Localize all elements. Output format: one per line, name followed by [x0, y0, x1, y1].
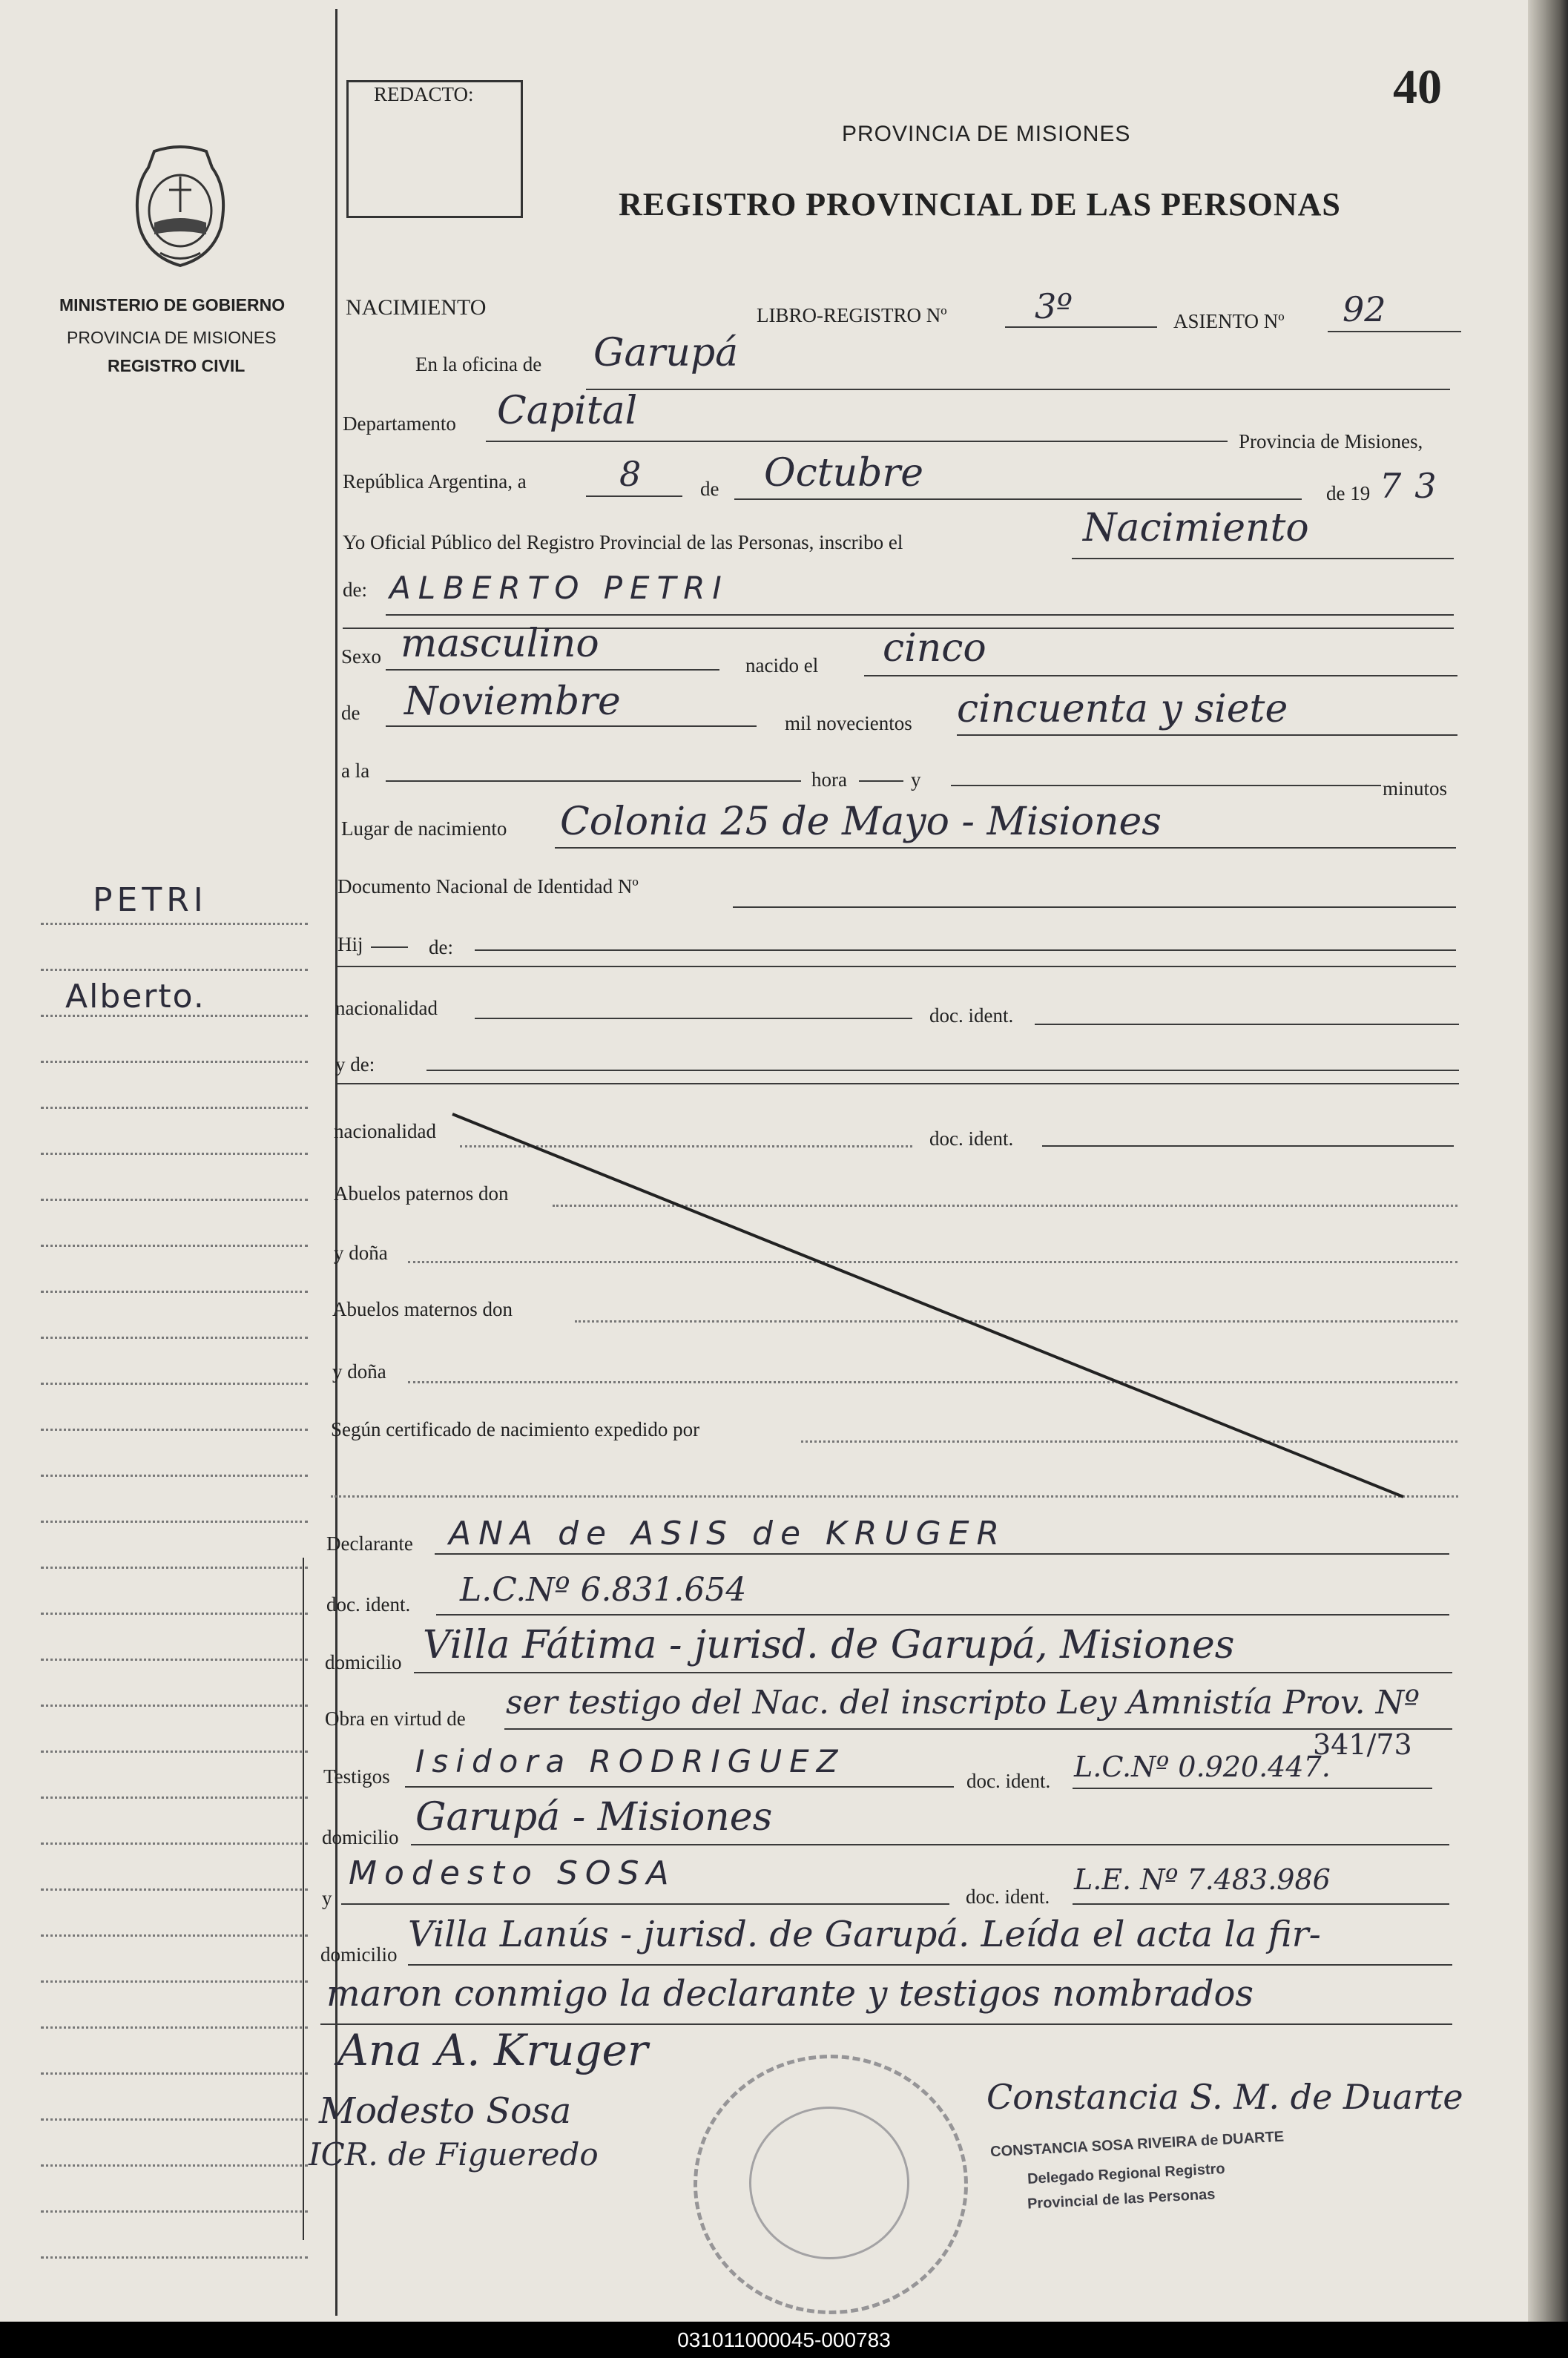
margin-dotted-line — [41, 1705, 308, 1707]
civil-registry-label: REGISTRO CIVIL — [108, 356, 246, 375]
label-minutos: minutos — [1383, 777, 1448, 800]
value-obra-num: 341/73 — [1313, 1728, 1412, 1761]
label-nacionalidad: nacionalidad — [335, 997, 438, 1019]
label-y-dona-paterna: y doña — [334, 1242, 388, 1264]
label-yo-oficial: Yo Oficial Público del Registro Provincial de las Personas, inscribo el — [343, 531, 903, 553]
label-republica: República Argentina, a — [343, 470, 527, 493]
page-number: 40 — [1393, 60, 1442, 114]
value-testigo1-domicilio: Garupá - Misiones — [415, 1795, 773, 1840]
label-doc-ident-padre: doc. ident. — [929, 1004, 1014, 1027]
margin-dotted-line — [41, 923, 308, 925]
label-abuelos-maternos: Abuelos maternos don — [332, 1298, 513, 1320]
label-de-mes: de — [700, 478, 719, 500]
value-departamento: Capital — [497, 389, 638, 433]
label-sexo: Sexo — [341, 645, 381, 668]
margin-dotted-line — [41, 1475, 308, 1477]
label-documento: Documento Nacional de Identidad Nº — [337, 875, 639, 898]
value-dia: 8 — [619, 454, 642, 494]
margin-dotted-line — [41, 1337, 308, 1339]
label-mil-novecientos: mil novecientos — [785, 712, 912, 734]
book-edge — [1528, 0, 1568, 2322]
label-doc-ident-testigo1: doc. ident. — [966, 1770, 1051, 1792]
value-nacido-anio: cincuenta y siete — [957, 687, 1288, 731]
value-testigo2-domicilio: Villa Lanús - jurisd. de Garupá. Leída el acta la fir- — [408, 1914, 1321, 1955]
signature-testigo2: Modesto Sosa — [319, 2090, 572, 2132]
province-label: PROVINCIA DE MISIONES — [67, 328, 277, 347]
margin-dotted-line — [41, 1934, 308, 1937]
value-anio: 73 — [1380, 466, 1450, 506]
body-left-rule — [303, 1558, 304, 2240]
label-nacionalidad-madre: nacionalidad — [334, 1120, 436, 1142]
margin-given-name: Alberto. — [65, 978, 205, 1015]
label-domicilio-testigo1: domicilio — [322, 1826, 399, 1848]
label-nacido-el: nacido el — [745, 654, 819, 676]
stamp-line2: Delegado Regional Registro — [1027, 2161, 1226, 2187]
document-id-footer: 031011000045-000783 — [0, 2322, 1568, 2358]
margin-dotted-line — [41, 1245, 308, 1247]
label-nacimiento: NACIMIENTO — [346, 295, 487, 320]
margin-dotted-line — [41, 2210, 308, 2213]
label-oficina: En la oficina de — [415, 353, 542, 375]
label-de-nombre: de: — [343, 579, 367, 601]
label-segun: Según certificado de nacimiento expedido por — [331, 1418, 700, 1440]
label-de-mes-nacido: de — [341, 702, 360, 724]
label-domicilio-declarante: domicilio — [325, 1651, 402, 1673]
value-testigo2-doc: L.E. Nº 7.483.986 — [1074, 1863, 1331, 1896]
margin-dotted-line — [41, 1888, 308, 1891]
margin-dotted-line — [41, 1751, 308, 1753]
margin-dotted-line — [41, 1797, 308, 1799]
margin-dotted-line — [41, 1061, 308, 1063]
label-de-padre: de: — [429, 936, 453, 958]
value-nacido-mes: Noviembre — [404, 679, 621, 724]
label-lugar: Lugar de nacimiento — [341, 817, 507, 840]
label-doc-ident-declarante: doc. ident. — [326, 1593, 411, 1616]
value-asiento: 92 — [1343, 289, 1386, 329]
value-declarante-doc: L.C.Nº 6.831.654 — [460, 1571, 747, 1609]
label-asiento: ASIENTO Nº — [1173, 310, 1285, 332]
value-testigo2: Modesto SOSA — [349, 1854, 676, 1892]
official-round-stamp-inner — [749, 2107, 909, 2259]
margin-dotted-line — [41, 2118, 308, 2121]
stamp-line3: Provincial de las Personas — [1027, 2186, 1216, 2213]
margin-dotted-line — [41, 1199, 308, 1201]
signature-declarante: Ana A. Kruger — [337, 2025, 648, 2075]
label-provincia-misiones: Provincia de Misiones, — [1239, 430, 1423, 452]
value-libro: 3º — [1035, 286, 1073, 326]
left-column-rule — [335, 9, 337, 2316]
label-a-la: a la — [341, 760, 370, 782]
margin-dotted-line — [41, 1153, 308, 1155]
value-obra: ser testigo del Nac. del inscripto Ley Amnistía Prov. Nº — [506, 1684, 1420, 1722]
ministry-label: MINISTERIO DE GOBIERNO — [59, 295, 286, 314]
label-y-dona-materna: y doña — [332, 1360, 386, 1383]
margin-dotted-line — [41, 1291, 308, 1293]
signature-official: Constancia S. M. de Duarte — [986, 2077, 1463, 2117]
label-hij: Hij — [337, 933, 363, 955]
signature-testigo1: ICR. de Figueredo — [309, 2136, 599, 2173]
label-testigos: Testigos — [323, 1765, 390, 1788]
margin-dotted-line — [41, 1383, 308, 1385]
header-province: PROVINCIA DE MISIONES — [842, 122, 1131, 146]
value-nacido-dia: cinco — [883, 626, 986, 671]
label-doc-ident-testigo2: doc. ident. — [966, 1886, 1050, 1908]
value-lugar: Colonia 25 de Mayo - Misiones — [560, 800, 1162, 844]
redacto-label: REDACTO: — [371, 83, 477, 106]
provincial-seal-icon — [125, 145, 236, 271]
label-declarante: Declarante — [326, 1532, 413, 1555]
margin-dotted-line — [41, 2072, 308, 2075]
label-abuelos-paternos: Abuelos paternos don — [334, 1182, 509, 1205]
label-hora: hora — [811, 768, 847, 791]
margin-dotted-line — [41, 2026, 308, 2029]
margin-dotted-line — [41, 969, 308, 971]
label-y-de: y de: — [335, 1053, 375, 1076]
label-libro: LIBRO-REGISTRO Nº — [757, 304, 947, 326]
margin-dotted-line — [41, 1015, 308, 1017]
label-departamento: Departamento — [343, 412, 456, 435]
value-cierre: maron conmigo la declarante y testigos nombrados — [326, 1973, 1254, 2015]
stamp-name: CONSTANCIA SOSA RIVEIRA de DUARTE — [989, 2128, 1285, 2161]
value-testigo1-doc: L.C.Nº 0.920.447. — [1074, 1751, 1331, 1783]
margin-dotted-line — [41, 1521, 308, 1523]
strike-diagonal — [445, 1105, 1409, 1506]
margin-dotted-line — [41, 1429, 308, 1431]
value-nombre: ALBERTO PETRI — [389, 570, 729, 606]
margin-dotted-line — [41, 1613, 308, 1615]
margin-dotted-line — [41, 1107, 308, 1109]
value-oficina: Garupá — [593, 331, 739, 375]
margin-dotted-line — [41, 2164, 308, 2167]
label-y-testigo2: y — [322, 1887, 332, 1909]
margin-dotted-line — [41, 1567, 308, 1569]
label-obra: Obra en virtud de — [325, 1707, 466, 1730]
value-declarante: ANA de ASIS de KRUGER — [449, 1515, 1007, 1552]
label-y-minutos: y — [911, 768, 921, 791]
margin-surname: PETRI — [93, 881, 208, 919]
header-registry: REGISTRO PROVINCIAL DE LAS PERSONAS — [619, 186, 1341, 223]
value-sexo: masculino — [401, 622, 599, 666]
value-acto: Nacimiento — [1083, 506, 1309, 550]
margin-dotted-line — [41, 2256, 308, 2259]
margin-dotted-line — [41, 1980, 308, 1983]
value-mes: Octubre — [764, 451, 924, 495]
label-domicilio-testigo2: domicilio — [320, 1943, 398, 1966]
margin-dotted-line — [41, 1659, 308, 1661]
value-testigo1: Isidora RODRIGUEZ — [415, 1743, 846, 1779]
value-declarante-domicilio: Villa Fátima - jurisd. de Garupá, Misiones — [423, 1623, 1235, 1667]
label-doc-ident-madre: doc. ident. — [929, 1127, 1014, 1150]
margin-dotted-line — [41, 1842, 308, 1845]
label-de-year: de 19 — [1326, 482, 1371, 504]
